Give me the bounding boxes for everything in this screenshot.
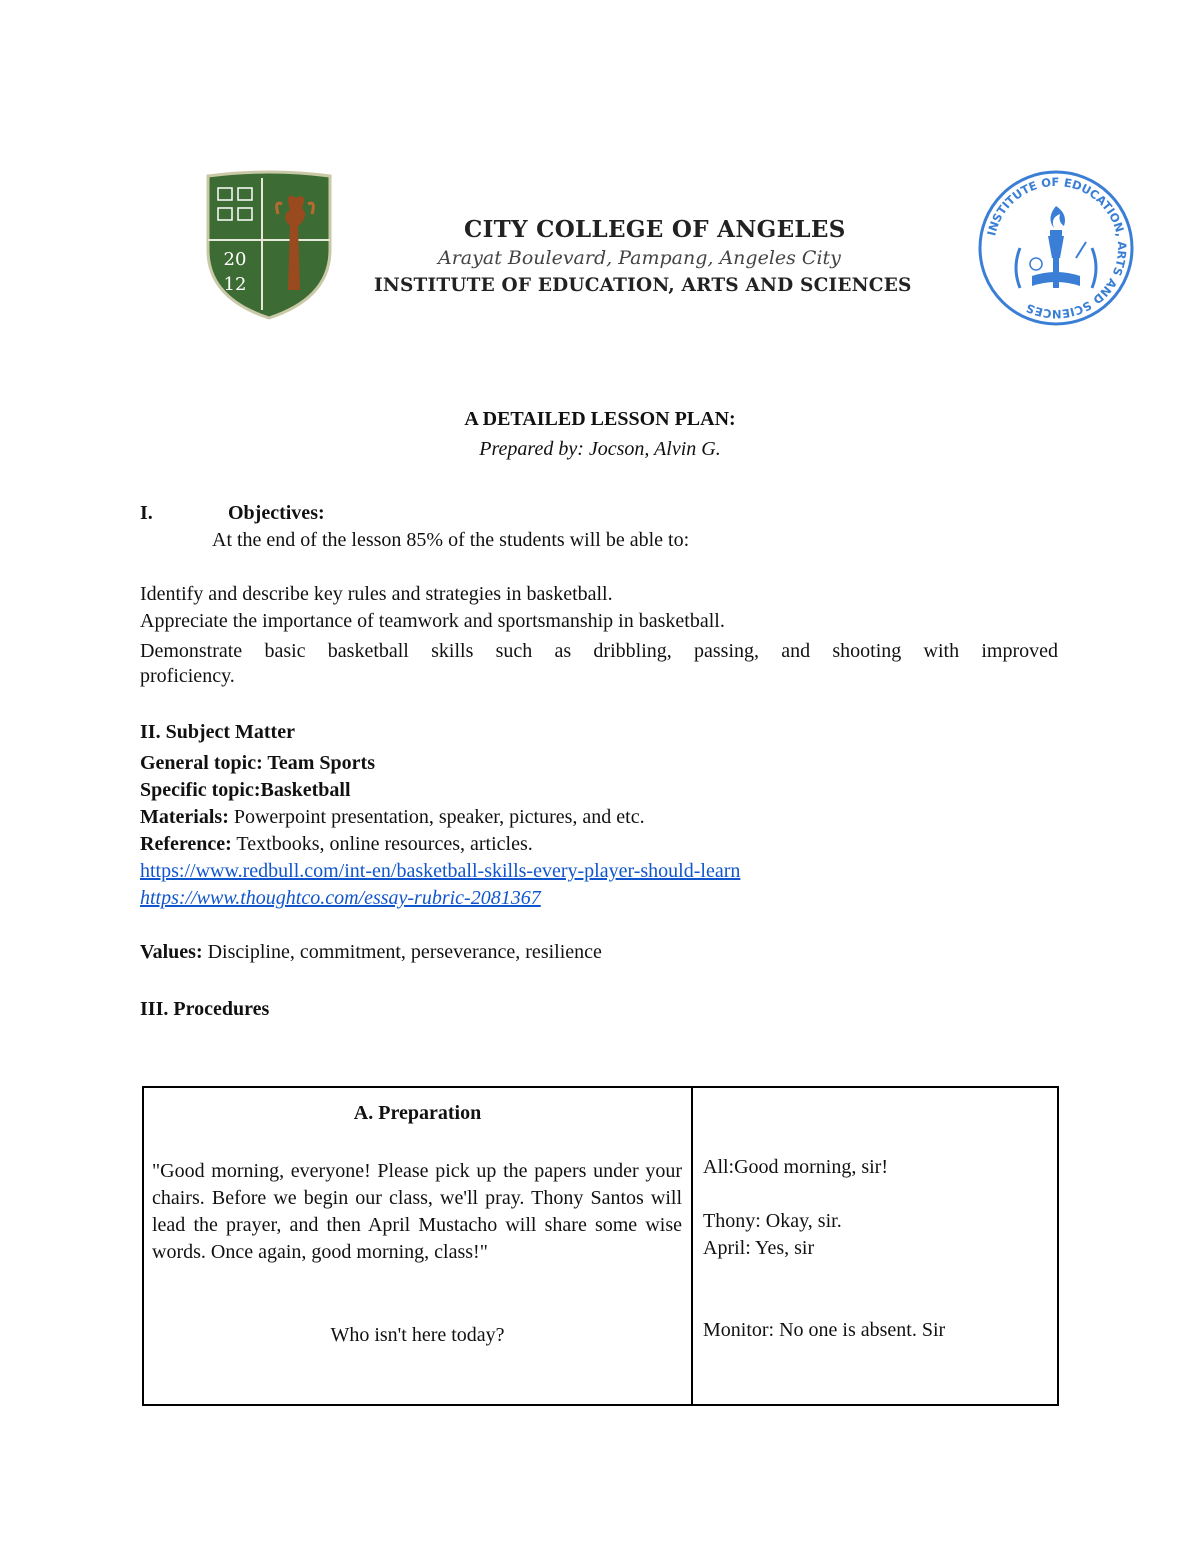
prepared-by: Prepared by: Jocson, Alvin G. xyxy=(479,438,721,460)
objective-item: Identify and describe key rules and strategies in basketball. xyxy=(140,583,613,605)
institute-seal-logo xyxy=(976,168,1136,328)
student-response: April: Yes, sir xyxy=(703,1237,815,1259)
materials-label: Materials: xyxy=(140,806,229,828)
reference-link-redbull[interactable]: https://www.redbull.com/int-en/basketball-skills-every-player-should-learn xyxy=(140,860,741,882)
college-name: CITY COLLEGE OF ANGELES xyxy=(464,216,846,243)
letterhead xyxy=(0,0,1200,340)
teacher-question: Who isn't here today? xyxy=(330,1324,505,1346)
objective-item-continued: proficiency. xyxy=(140,665,235,687)
section-heading-objectives: Objectives: xyxy=(228,502,325,524)
college-address: Arayat Boulevard, Pampang, Angeles City xyxy=(438,247,841,269)
college-shield-logo xyxy=(204,170,334,320)
preparation-title: A. Preparation xyxy=(353,1102,482,1124)
svg-text:12: 12 xyxy=(223,274,247,295)
values-value: Discipline, commitment, perseverance, resilience xyxy=(202,941,602,963)
student-activity-column xyxy=(693,1088,1057,1404)
reference-label: Reference: xyxy=(140,833,232,855)
section-number: I. xyxy=(140,502,153,524)
student-response: Monitor: No one is absent. Sir xyxy=(703,1319,946,1341)
objective-item: Appreciate the importance of teamwork and sportsmanship in basketball. xyxy=(140,610,725,632)
reference-link-thoughtco[interactable]: https://www.thoughtco.com/essay-rubric-2081367 xyxy=(140,887,541,909)
document-title: A DETAILED LESSON PLAN: xyxy=(464,408,736,430)
section-heading-subject-matter: II. Subject Matter xyxy=(140,721,295,743)
student-response: All:Good morning, sir! xyxy=(703,1156,888,1178)
values-label: Values: xyxy=(140,941,203,963)
objective-item: Demonstrate basic basketball skills such as dribbling, passing, and shooting with improved xyxy=(140,640,1058,662)
section-heading-procedures: III. Procedures xyxy=(140,998,270,1020)
objectives-intro: At the end of the lesson 85% of the students will be able to: xyxy=(212,529,690,551)
institute-name: INSTITUTE OF EDUCATION, ARTS AND SCIENCES xyxy=(374,275,912,296)
specific-topic: Specific topic:Basketball xyxy=(140,779,351,801)
reference-link-row xyxy=(140,887,541,910)
materials-value: Powerpoint presentation, speaker, pictures, and etc. xyxy=(228,806,645,828)
materials-line xyxy=(140,806,645,829)
reference-link-row xyxy=(140,860,740,883)
teacher-speech: "Good morning, everyone! Please pick up the papers under your chairs. Before we begin our class, we'll pray. Thony Santos will lead the prayer, and then April Mustacho will share some wise words. Once again, good morning, class!" xyxy=(152,1160,682,1263)
svg-text:20: 20 xyxy=(223,249,247,270)
student-response: Thony: Okay, sir. xyxy=(703,1210,842,1232)
reference-value: Textbooks, online resources, articles. xyxy=(231,833,533,855)
general-topic: General topic: Team Sports xyxy=(140,752,375,774)
teacher-activity-column xyxy=(144,1088,693,1404)
svg-text:INSTITUTE OF EDUCATION, ARTS A: INSTITUTE OF EDUCATION, ARTS AND SCIENCES xyxy=(984,174,1130,322)
reference-line xyxy=(140,833,533,856)
procedures-table xyxy=(142,1086,1059,1406)
values-line xyxy=(140,941,602,964)
